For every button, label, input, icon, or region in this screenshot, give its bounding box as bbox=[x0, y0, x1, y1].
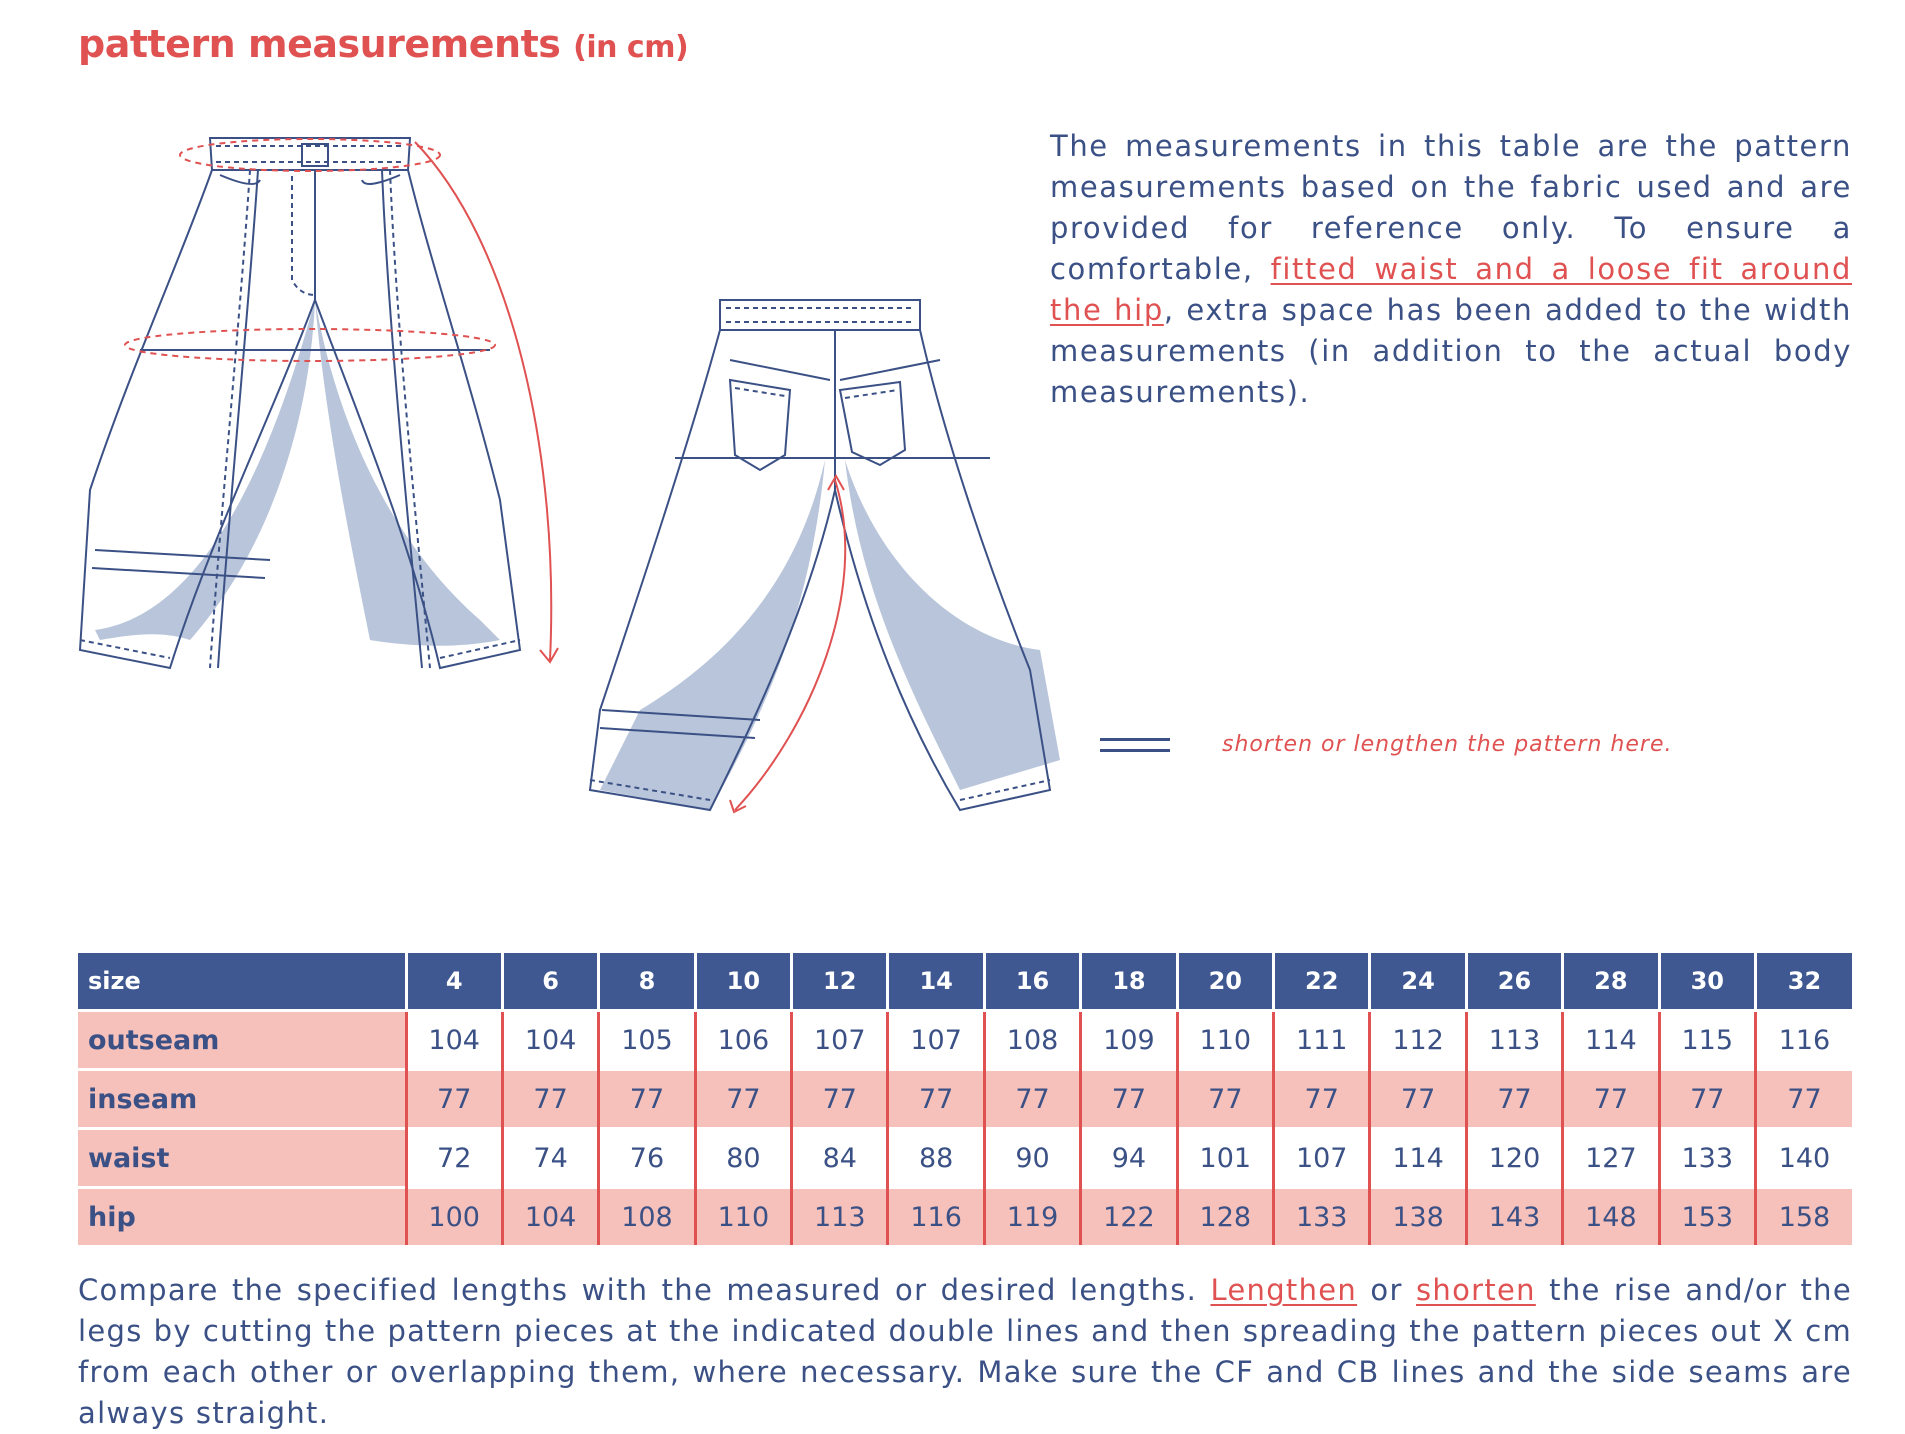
table-cell: 77 bbox=[406, 1070, 502, 1129]
table-cell: 107 bbox=[792, 1011, 888, 1070]
table-body bbox=[78, 1011, 1852, 1246]
table-cell: 77 bbox=[599, 1070, 695, 1129]
fitted-waist-link[interactable]: fitted waist and a loose fit around the hip bbox=[1050, 252, 1853, 327]
table-cell: 133 bbox=[1274, 1188, 1370, 1246]
footer-text-end: the rise and/or the legs by cutting the pattern pieces at the indicated double lines and then spreading the pattern pieces out X cm from each other or overlapping them, where necessary. Make sure the CF and CB lines and the side seams are always straight. bbox=[78, 1273, 1852, 1430]
lengthen-shorten-legend bbox=[1100, 732, 1672, 757]
footer-text-start: Compare the specified lengths with the measured or desired lengths. bbox=[78, 1273, 1211, 1307]
intro-text-start: The measurements in this table are the pattern measurements based on the fabric used and are provided for reference only. To ensure a comfortable, bbox=[1050, 129, 1852, 286]
table-cell: 94 bbox=[1081, 1129, 1177, 1188]
table-cell: 77 bbox=[888, 1070, 984, 1129]
table-cell: 77 bbox=[1177, 1070, 1273, 1129]
table-cell: 138 bbox=[1370, 1188, 1466, 1246]
table-cell: 100 bbox=[406, 1188, 502, 1246]
title-unit: (in cm) bbox=[573, 30, 689, 65]
table-cell: 77 bbox=[1081, 1070, 1177, 1129]
legend-text: shorten or lengthen the pattern here. bbox=[1222, 732, 1673, 757]
table-cell: 77 bbox=[984, 1070, 1080, 1129]
footer-text-or: or bbox=[1357, 1273, 1416, 1307]
footer-paragraph bbox=[78, 1270, 1852, 1434]
table-cell: 105 bbox=[599, 1011, 695, 1070]
intro-text-end: , extra space has been added to the width measurements (in addition to the actual body measurements). bbox=[1050, 293, 1852, 409]
double-line-icon bbox=[1100, 735, 1170, 755]
table-cell: 110 bbox=[695, 1188, 791, 1246]
table-cell: 114 bbox=[1563, 1011, 1659, 1070]
table-cell: 77 bbox=[1274, 1070, 1370, 1129]
table-cell: 88 bbox=[888, 1129, 984, 1188]
size-column-header: 28 bbox=[1563, 953, 1659, 1011]
table-cell: 77 bbox=[1563, 1070, 1659, 1129]
table-cell: 104 bbox=[406, 1011, 502, 1070]
table-cell: 77 bbox=[502, 1070, 598, 1129]
table-cell: 111 bbox=[1274, 1011, 1370, 1070]
table-cell: 116 bbox=[1755, 1011, 1852, 1070]
table-cell: 106 bbox=[695, 1011, 791, 1070]
table-cell: 77 bbox=[1755, 1070, 1852, 1129]
table-row bbox=[78, 1188, 1852, 1246]
table-cell: 120 bbox=[1466, 1129, 1562, 1188]
shorten-link[interactable]: shorten bbox=[1415, 1273, 1536, 1307]
back-trousers-illustration bbox=[580, 290, 1080, 870]
table-cell: 77 bbox=[1659, 1070, 1755, 1129]
size-column-header: 20 bbox=[1177, 953, 1273, 1011]
table-cell: 77 bbox=[1466, 1070, 1562, 1129]
table-header-row bbox=[78, 953, 1852, 1011]
table-cell: 76 bbox=[599, 1129, 695, 1188]
table-cell: 84 bbox=[792, 1129, 888, 1188]
table-cell: 143 bbox=[1466, 1188, 1562, 1246]
size-column-header: 22 bbox=[1274, 953, 1370, 1011]
table-cell: 133 bbox=[1659, 1129, 1755, 1188]
intro-paragraph bbox=[1050, 126, 1852, 413]
lengthen-link[interactable]: Lengthen bbox=[1210, 1273, 1358, 1307]
table-cell: 148 bbox=[1563, 1188, 1659, 1246]
table-cell: 90 bbox=[984, 1129, 1080, 1188]
table-cell: 107 bbox=[1274, 1129, 1370, 1188]
row-label: waist bbox=[78, 1129, 406, 1188]
table-cell: 140 bbox=[1755, 1129, 1852, 1188]
title-text: pattern measurements bbox=[78, 22, 561, 66]
size-column-header: 6 bbox=[502, 953, 598, 1011]
table-row bbox=[78, 1070, 1852, 1129]
table-cell: 72 bbox=[406, 1129, 502, 1188]
table-cell: 109 bbox=[1081, 1011, 1177, 1070]
table-cell: 122 bbox=[1081, 1188, 1177, 1246]
row-label: inseam bbox=[78, 1070, 406, 1129]
table-row bbox=[78, 1011, 1852, 1070]
page-title bbox=[78, 22, 688, 66]
table-cell: 110 bbox=[1177, 1011, 1273, 1070]
size-column-header: 26 bbox=[1466, 953, 1562, 1011]
table-cell: 101 bbox=[1177, 1129, 1273, 1188]
table-cell: 77 bbox=[792, 1070, 888, 1129]
table-cell: 108 bbox=[599, 1188, 695, 1246]
table-cell: 127 bbox=[1563, 1129, 1659, 1188]
size-column-header: 4 bbox=[406, 953, 502, 1011]
table-row bbox=[78, 1129, 1852, 1188]
row-label: outseam bbox=[78, 1011, 406, 1070]
table-cell: 77 bbox=[1370, 1070, 1466, 1129]
size-column-header: 30 bbox=[1659, 953, 1755, 1011]
table-cell: 104 bbox=[502, 1011, 598, 1070]
table-cell: 112 bbox=[1370, 1011, 1466, 1070]
table-cell: 114 bbox=[1370, 1129, 1466, 1188]
size-header: size bbox=[78, 953, 406, 1011]
size-column-header: 24 bbox=[1370, 953, 1466, 1011]
table-cell: 113 bbox=[792, 1188, 888, 1246]
size-column-header: 32 bbox=[1755, 953, 1852, 1011]
front-trousers-illustration bbox=[70, 120, 590, 710]
table-cell: 158 bbox=[1755, 1188, 1852, 1246]
size-column-header: 18 bbox=[1081, 953, 1177, 1011]
table-cell: 153 bbox=[1659, 1188, 1755, 1246]
row-label: hip bbox=[78, 1188, 406, 1246]
table-cell: 116 bbox=[888, 1188, 984, 1246]
table-cell: 128 bbox=[1177, 1188, 1273, 1246]
table-cell: 113 bbox=[1466, 1011, 1562, 1070]
size-column-header: 10 bbox=[695, 953, 791, 1011]
table-cell: 77 bbox=[695, 1070, 791, 1129]
size-column-header: 16 bbox=[984, 953, 1080, 1011]
size-column-header: 8 bbox=[599, 953, 695, 1011]
measurements-table bbox=[78, 953, 1852, 1245]
table-cell: 108 bbox=[984, 1011, 1080, 1070]
table-cell: 119 bbox=[984, 1188, 1080, 1246]
table-cell: 115 bbox=[1659, 1011, 1755, 1070]
table-cell: 107 bbox=[888, 1011, 984, 1070]
size-column-header: 14 bbox=[888, 953, 984, 1011]
table-cell: 80 bbox=[695, 1129, 791, 1188]
table-cell: 74 bbox=[502, 1129, 598, 1188]
table-cell: 104 bbox=[502, 1188, 598, 1246]
size-column-header: 12 bbox=[792, 953, 888, 1011]
